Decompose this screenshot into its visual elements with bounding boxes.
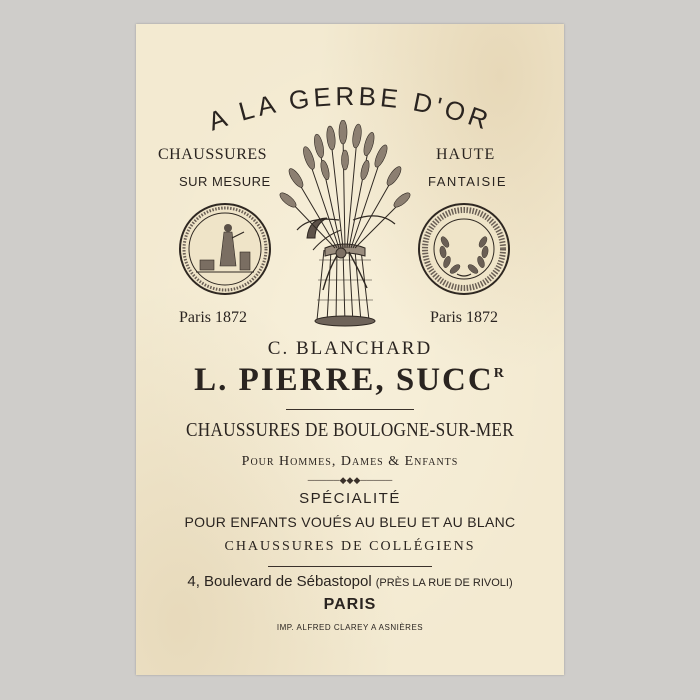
address-text: 4, Boulevard de Sébastopol [187,573,372,590]
right-heading-line2: FANTAISIE [428,174,507,189]
shop-title-text: A LA GERBE D'OR [204,80,496,137]
successor-name [136,362,564,399]
left-medal-caption: Paris 1872 [179,309,247,326]
divider-under-successor [286,409,414,410]
ornament-divider: ─────◆◆◆───── [307,475,393,485]
proprietor-name: C. BLANCHARD [267,338,433,359]
printer-credit: IMP. ALFRED CLAREY A ASNIÈRES [276,623,424,632]
divider-under-college [268,566,432,567]
business-line: CHAUSSURES DE BOULOGNE-SUR-MER [186,419,514,441]
left-heading-line1: CHAUSSURES [158,146,268,163]
exposition-medal-right [417,202,511,296]
address-note: (PRÈS LA RUE DE RIVOLI) [375,577,513,589]
successor-text: L. PIERRE, SUCC [194,362,494,398]
specialty-line: POUR ENFANTS VOUÉS AU BLEU ET AU BLANC [184,514,516,530]
right-heading-line1: HAUTE [436,146,496,163]
right-medal-caption: Paris 1872 [430,309,498,326]
address-line [136,573,564,591]
exposition-medal-left [178,202,272,296]
college-line: CHAUSSURES DE COLLÉGIENS [224,539,476,554]
city-name: PARIS [323,596,377,613]
left-heading-line2: SUR MESURE [179,174,271,189]
clientele-line: Pour Hommes, Dames & Enfants [241,454,459,469]
wheat-sheaf-icon [279,120,413,328]
successor-superscript: R [493,366,506,381]
trade-card [136,24,564,675]
specialty-heading: SPÉCIALITÉ [299,490,401,507]
